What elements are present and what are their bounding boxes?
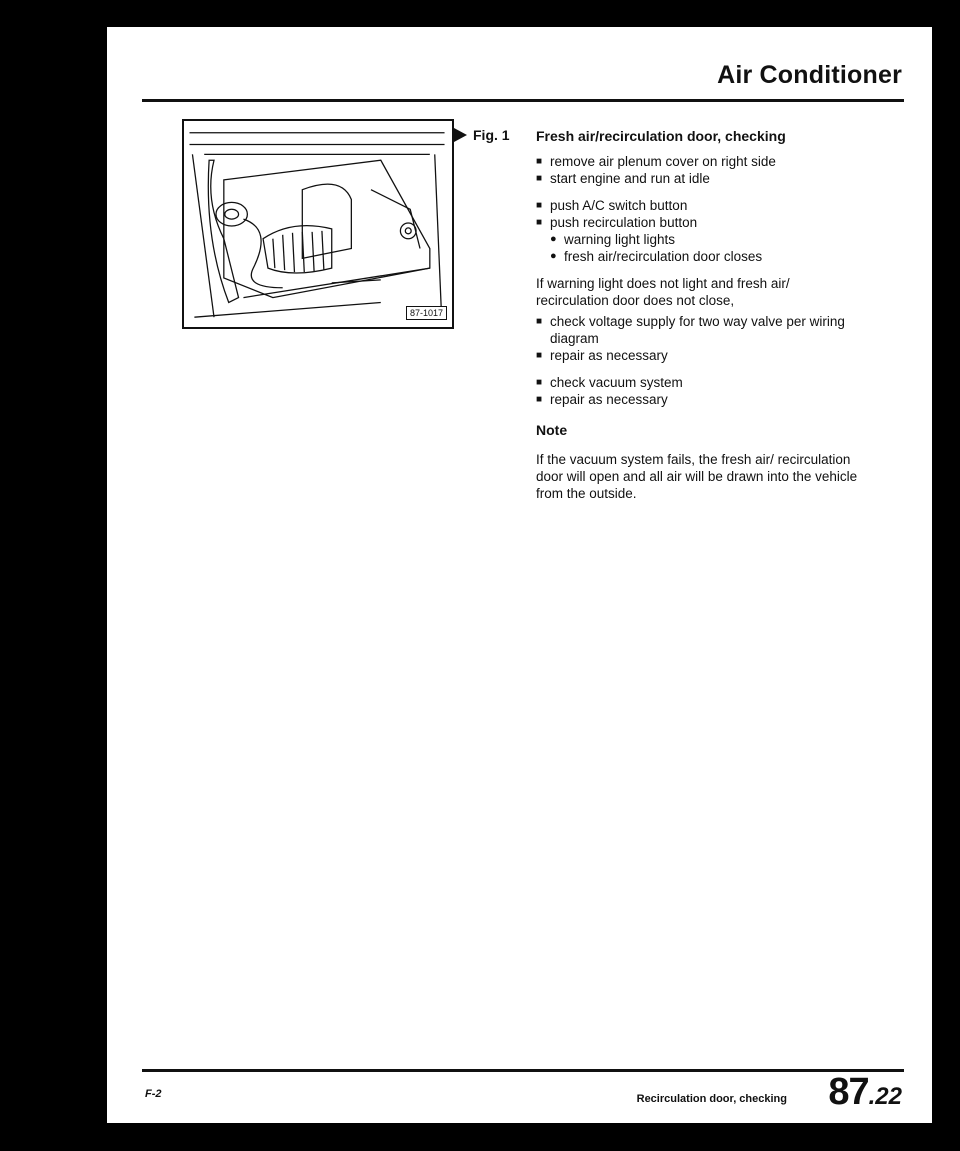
figure-illustration — [182, 119, 454, 329]
square-bullet-icon: ■ — [536, 200, 543, 211]
list-item: ■ check voltage supply for two way valve per wiring diagram — [536, 314, 845, 346]
note-heading: Note — [536, 422, 568, 438]
figure-label — [454, 127, 510, 143]
square-bullet-icon: ■ — [536, 316, 543, 327]
step-group-2 — [536, 197, 866, 265]
list-item: ■ repair as necessary — [536, 392, 668, 407]
step-group-1 — [536, 153, 866, 187]
step-group-3 — [536, 374, 866, 408]
round-bullet-icon: ● — [550, 250, 557, 262]
header-divider — [142, 99, 904, 102]
figure-number-tag: 87-1017 — [406, 306, 447, 320]
arrow-right-icon — [454, 128, 467, 142]
footer-page-ref: F-2 — [145, 1088, 162, 1100]
air-plenum-drawing — [184, 121, 452, 327]
section-number — [828, 1071, 902, 1114]
note-text: If the vacuum system fails, the fresh air/ recirculation door will open and all air will be drawn into the vehicle from the outside. — [536, 452, 858, 501]
round-bullet-icon: ● — [550, 233, 557, 245]
footer-divider — [142, 1069, 904, 1072]
section-number-major: 87 — [828, 1071, 869, 1113]
footer-caption: Recirculation door, checking — [636, 1093, 787, 1105]
section-number-minor: .22 — [868, 1083, 902, 1110]
square-bullet-icon: ■ — [536, 156, 543, 167]
list-item: ■ push A/C switch button — [536, 198, 688, 213]
square-bullet-icon: ■ — [536, 173, 543, 184]
page-title: Air Conditioner — [717, 61, 902, 89]
square-bullet-icon: ■ — [536, 394, 543, 405]
square-bullet-icon: ■ — [536, 217, 543, 228]
list-item: ■ start engine and run at idle — [536, 171, 710, 186]
square-bullet-icon: ■ — [536, 377, 543, 388]
list-subitem: ● warning light lights — [550, 232, 676, 247]
condition-group — [536, 275, 866, 364]
list-item: ■ push recirculation button — [536, 215, 698, 230]
list-item: ■ check vacuum system — [536, 375, 683, 390]
condition-text: If warning light does not light and fresh air/ recirculation door does not close, — [536, 276, 790, 308]
list-item: ■ remove air plenum cover on right side — [536, 154, 776, 169]
section-title: Fresh air/recirculation door, checking — [536, 128, 786, 144]
list-subitem: ● fresh air/recirculation door closes — [550, 249, 763, 264]
list-item: ■ repair as necessary — [536, 348, 668, 363]
figure-label-text: Fig. 1 — [473, 127, 510, 143]
square-bullet-icon: ■ — [536, 350, 543, 361]
procedure-text — [536, 153, 866, 506]
manual-page — [107, 27, 932, 1123]
